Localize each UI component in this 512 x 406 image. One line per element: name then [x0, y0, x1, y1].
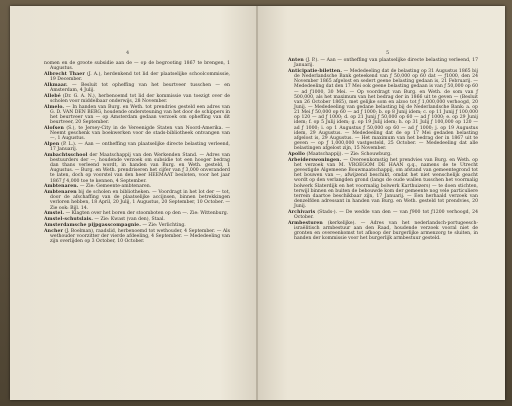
index-entry — [288, 221, 478, 242]
left-page-number: 4 — [126, 50, 130, 56]
entry-headword: Allebé — [44, 93, 61, 99]
entry-headword: Archivaris — [288, 209, 316, 215]
entry-body: — In handen van Burg. en Weth. tot prendries gesteld een adres van G. D. VAN DEN BERG, houdende ondersteuning van het door de schippers in het beurtveer van — op Amsterdam gedaan verzoek om opheffing van dit beurtveer, 20 September. — [50, 104, 230, 126]
index-entry — [288, 152, 478, 157]
entry-headword: Ancher — [44, 228, 63, 234]
index-entry — [288, 158, 478, 210]
entry-body: — Mededeeling dat de belasting op 31 Augustus 1865 bij de Nederlandsche Bank geteekend van ƒ 50,000 op 60 dat — ƒ1000, den 24 November 1865 afgelost en sedert geene belasting gedaan is, 21 Februarij. — Mededeeling dat den 17 Mei ook geene belasting gedaan is van ƒ 50,000 op 60 — ad ƒ1000, 30 Mei. — Op voordragt van Burg. en Weth. de som van ƒ 500,000, als het maximum van het bedrag der in 1866 uit te geven — (Besluit van 26 October 1865), met gelijke som en alzoo tot ƒ 1,000,000 verhoogd, 20 Junij. — Mededeeling van gedane belasting bij de Nederlandsche Bank: a. op 21 Mei ƒ 50,000 op 60 — ad ƒ 1000; b. op 8 Junij idem; c. op 11 Junij ƒ 100,000 op 120 — ad ƒ 1000; d. op 21 Junij ƒ 50,000 op 60 — ad ƒ 1000; e. op 29 Junij idem; f. op 5 Julij idem; g. op 19 Julij idem; h. op 31 Julij ƒ 100,000 op 120 — ad ƒ 1000; i. op 1 Augustus ƒ 50,000 op 60 — ad ƒ 1000; j. op 19 Augustus idem, 29 Augustus. — Mededeeling dat de op 17 Mei gedaden belasting afgelost is, 29 Augustus. — Het maximum van het bedrag der in 1867 uit te geven — op ƒ 1,000,000 vastgesteld, 25 October. — Mededeeling dat alle belastingen afgelost zijn, 15 November. — [294, 68, 478, 152]
index-entry — [44, 184, 230, 189]
entry-headword: Alkmaar. — [44, 82, 68, 88]
entry-body: (Maatschappij). — Zie: Schouwburg. — [305, 152, 392, 157]
entry-headword: Amstel. — [44, 211, 65, 217]
entry-body: nomen en de groote subsidie aan de — op de begrooting 1867 te brengen, 1 Augustus. — [44, 61, 230, 72]
left-page — [10, 6, 257, 400]
index-entry — [44, 72, 230, 82]
index-entry — [44, 153, 230, 184]
entry-body: — Zie: Gemeente-ambtenaren. — [78, 184, 152, 190]
entry-body: — Besluit tot opheffing van het beurtveer tusschen — en Amsterdam, 4 Julij. — [50, 82, 230, 93]
entry-headword: Ambachtsschool — [44, 152, 88, 158]
entry-headword: Arbeiderswoningen. — [288, 157, 342, 163]
index-entry — [44, 223, 230, 228]
left-page-text — [44, 61, 230, 245]
entry-headword: Ambtenaren. — [44, 184, 79, 190]
index-entry — [44, 229, 230, 244]
entry-body: (S.), te Jersey-City in de Vereenigde Staten van Noord-Amerika. — Neemt geschenk van boekwerken voor de stads-bibliotheek ontvangen van —, 1 Augustus. — [50, 125, 230, 142]
entry-body: (J. P.). — Aan — ontheffing van plaatselijke directe belasting verleend, 17 Januarij. — [294, 58, 478, 69]
entry-headword: Alofsen — [44, 125, 64, 131]
entry-headword: Alpen — [44, 141, 60, 147]
index-entry — [44, 105, 230, 126]
index-entry — [44, 211, 230, 216]
entry-body: der Maatschappij van den Werkenden Stand. — Adres van bestuurders der —, houdende verzoek om subsidie tot een hooger bedrag dan thans verleend wordt, in handen van Burg. en Weth. gesteld, 1 Augustus. — Burg. en Weth. prendriseren het cijfer van ƒ 3,000 onveranderd te laten, doch op voorstel van den heer HEEMAAT besloten, voor het jaar 1867 ƒ 4,000 toe te kennen, 4 September. — [50, 152, 230, 184]
index-entry — [44, 190, 230, 211]
index-entry — [44, 142, 230, 152]
index-entry — [44, 61, 230, 71]
index-entry — [44, 94, 230, 104]
open-book — [10, 6, 505, 400]
entry-body: (J. Boelman), raadslid, herbenoemd tot wethouder, 4 September. — Als wethouder voorzitter der vierde afdeeling, 4 September. — Mededeeling van zijn overlijden op 3 October, 10 October. — [50, 228, 230, 244]
entry-headword: Apollo — [288, 152, 305, 157]
index-entry — [288, 58, 478, 68]
entry-body: — Overeenkomstig het prendvies van Burg. en Weth. op het verzoek van M. VROEGOM DE HAAN q.q., namens de te Utrecht gevestigde Algemeene Bouwmaatschappij, om afstand van gemeentegrond tot het bouwen van —, afwijzend beschikt, omdat het niet wenschelijk geacht wordt op den verlangden grond (langs de oude wallen tusschen het voormalig bolwerk Slaterdijk en het voormalig bolwerk Karthuizers) — te doen stichten, terwijl binnen en buiten de bebouwde kom der gemeente nog vele particuliere terrein daartoe beschikbaar zijn, 17 Januarij. — Een herhaald verzoek van denzelfden adressant in handen van Burg. en Weth. gesteld tot prendvies, 20 Junij. — [294, 157, 478, 210]
right-page-number: 5 — [386, 50, 390, 56]
entry-body: — Zie: Kwast (van den), Staal. — [92, 217, 165, 223]
index-entry — [288, 210, 478, 220]
entry-body: (kerkelijke). — Adres van het nederlandsch-portugeesch-israëlitisch armbestuur aan den Raad, houdende verzoek vooral niet de gronten en overeenkomst tot afkoop der burgerlijke armenzorg te sluiten, in handen der kommissie voor het burgerlijk armbestuur gesteld. — [294, 220, 478, 242]
index-entry — [288, 69, 478, 152]
entry-body: — Klagten over het boren der stoomboten op den —. Zie: Wittenburg. — [64, 211, 229, 217]
entry-headword: Almelo. — [44, 104, 65, 110]
entry-body: (P. L.). — Aan — ontheffing van plaatselijke directe belasting verleend, 17 Januarij. — [50, 141, 230, 153]
entry-headword: Albrecht Thaer — [44, 71, 85, 77]
entry-headword: Amsterdamsche pijpgasscompagnie. — [44, 222, 141, 228]
entry-headword: Ambtenaren — [44, 190, 77, 196]
right-page — [258, 6, 505, 400]
entry-body: (J. A.), herdenkend tot lid der plaatselijke schoolcommissie, 19 December. — [50, 71, 231, 83]
entry-headword: Armbesturen — [288, 220, 323, 226]
entry-body: bij de scholen en bibliotheken. — Voordragt in het lot der — tot, door de afschaffing van de plaatselijke accijnsen, binnen betrekkingen verloren hebben, 18 April, 20 Julij, 1 Augustus, 20 September, 10 October. — Zie ook: Bijl. 14. — [50, 190, 230, 211]
index-entry — [44, 126, 230, 141]
entry-body: (Stads-). — De wedde van den — van ƒ900 tot ƒ1200 verhoogd, 24 October. — [294, 209, 478, 221]
entry-headword: Anticipatie-biletten. — [288, 68, 343, 74]
entry-body: (Dr. G. A. N.), herbenoemd tot lid der kommissie van toezigt over de scholen voor middelbaar onderwijs, 28 November. — [50, 93, 230, 104]
index-entry — [44, 83, 230, 93]
index-entry — [44, 217, 230, 222]
entry-headword: Amstel-schutslais. — [44, 217, 93, 223]
right-page-text — [288, 58, 478, 242]
entry-body: — Zie: Verlichting. — [140, 222, 186, 228]
entry-headword: Anten — [288, 58, 304, 63]
